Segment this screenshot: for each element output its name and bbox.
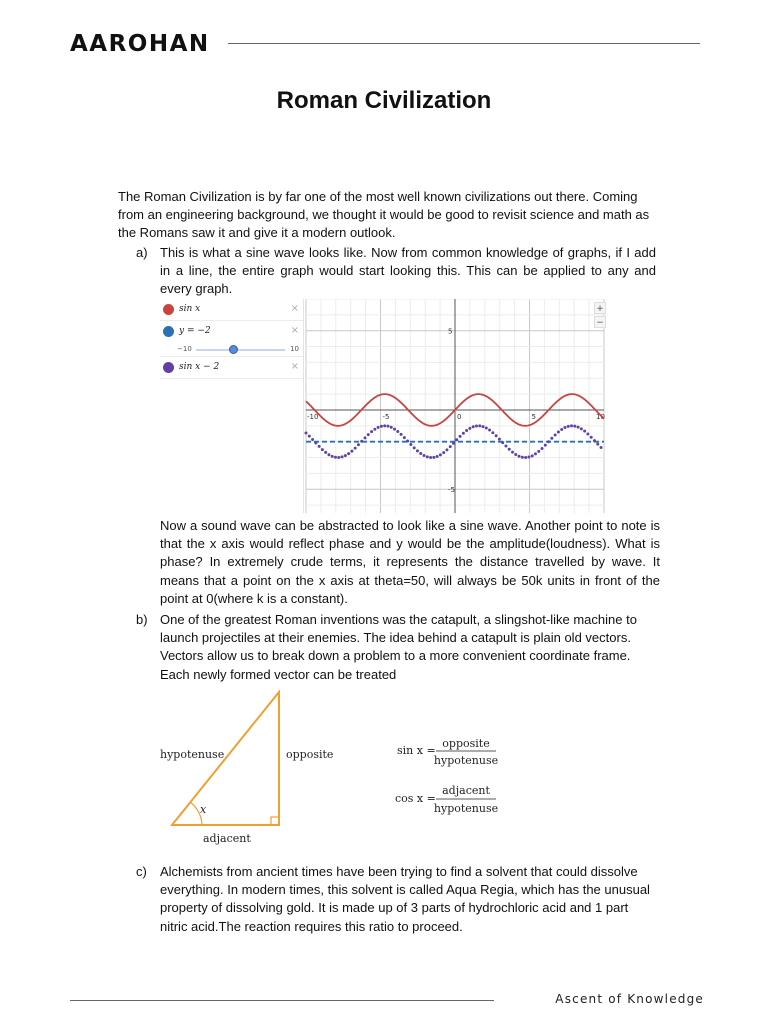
- series-point: [501, 441, 504, 444]
- series-point: [547, 440, 550, 443]
- page-footer: [70, 990, 704, 1010]
- cos-formula-lhs: cos x =: [395, 792, 436, 805]
- series-point: [455, 438, 458, 441]
- aarohan-logo: AAROHAN: [70, 31, 210, 57]
- series-point: [452, 442, 455, 445]
- series-point: [488, 429, 491, 432]
- series-point: [357, 443, 360, 446]
- opposite-label: opposite: [286, 748, 334, 761]
- expression-label: sin x − 2: [179, 362, 220, 372]
- right-triangle-figure: [160, 690, 500, 848]
- x-tick-label: -5: [382, 412, 390, 421]
- series-point: [590, 436, 593, 439]
- sin-denominator: hypotenuse: [433, 754, 499, 767]
- series-point: [308, 435, 311, 438]
- series-point: [485, 426, 488, 429]
- series-point: [472, 425, 475, 428]
- series-point: [377, 426, 380, 429]
- expression-color-icon[interactable]: [163, 326, 174, 337]
- series-point: [341, 455, 344, 458]
- series-point: [327, 453, 330, 456]
- hypotenuse-label: hypotenuse: [160, 748, 225, 761]
- series-point: [393, 428, 396, 431]
- expression-color-icon[interactable]: [163, 362, 174, 373]
- intro-paragraph: The Roman Civilization is by far one of the most well known civilizations out there. Coming from an engineering background, we thought it would be good to revisit science and math as the Romans saw it and give it a modern outlook.: [118, 189, 650, 241]
- series-point: [563, 426, 566, 429]
- x-tick-label: 10: [596, 412, 605, 421]
- series-point: [534, 452, 537, 455]
- series-point: [439, 453, 442, 456]
- series-point: [567, 425, 570, 428]
- list-item-b: [136, 611, 656, 684]
- close-icon[interactable]: ×: [290, 303, 299, 314]
- series-point: [400, 433, 403, 436]
- series-point: [498, 438, 501, 441]
- series-point: [596, 443, 599, 446]
- y-tick-label: -5: [448, 486, 455, 495]
- series-point: [436, 455, 439, 458]
- series-point: [413, 446, 416, 449]
- cos-numerator: adjacent: [442, 784, 490, 797]
- series-point: [429, 456, 432, 459]
- series-point: [560, 428, 563, 431]
- series-point: [554, 433, 557, 436]
- list-item-text: Alchemists from ancient times have been trying to find a solvent that could dissolve everything. In modern times, this solvent is called Aqua Regia, which has the unusual property of dissolving gold. It is made up of 3 parts of hydrochloric acid and 1 part nitric acid.The reaction requires this ratio to proceed.: [160, 864, 650, 934]
- series-point: [419, 452, 422, 455]
- close-icon[interactable]: ×: [290, 325, 299, 336]
- series-point: [600, 446, 603, 449]
- series-point: [347, 452, 350, 455]
- series-point: [508, 448, 511, 451]
- sound-wave-paragraph: Now a sound wave can be abstracted to look like a sine wave. Another point to note is that the x axis would reflect phase and y would be the amplitude(loudness). What is phase? In extremely crude terms, it represents the distance travelled by wave. It means that a point on the x axis at theta=50, will always be 50k units in front of the point at 0(where k is a constant).: [160, 518, 660, 606]
- x-tick-label: -10: [307, 412, 319, 421]
- expression-label: y = −2: [179, 326, 211, 336]
- series-point: [518, 455, 521, 458]
- series-point: [475, 424, 478, 427]
- series-point: [364, 436, 367, 439]
- list-marker: c): [136, 864, 147, 879]
- series-point: [386, 425, 389, 428]
- series-point: [324, 451, 327, 454]
- series-point: [504, 445, 507, 448]
- series-point: [380, 425, 383, 428]
- series-point: [462, 432, 465, 435]
- cos-denominator: hypotenuse: [433, 802, 499, 815]
- expression-row[interactable]: [160, 357, 303, 379]
- page-title: Roman Civilization: [276, 87, 492, 114]
- slider-knob[interactable]: [229, 345, 238, 354]
- series-point: [445, 448, 448, 451]
- series-point: [321, 448, 324, 451]
- series-point: [482, 425, 485, 428]
- series-point: [373, 428, 376, 431]
- series-point: [544, 444, 547, 447]
- series-point: [423, 454, 426, 457]
- series-point: [531, 454, 534, 457]
- series-point: [570, 424, 573, 427]
- expression-label: sin x: [179, 304, 201, 314]
- x-tick-label: 0: [457, 412, 462, 421]
- series-point: [350, 450, 353, 453]
- close-icon[interactable]: ×: [290, 361, 299, 372]
- series-point: [432, 456, 435, 459]
- series-point: [495, 434, 498, 437]
- series-point: [541, 447, 544, 450]
- expression-slider[interactable]: [160, 343, 303, 357]
- series-point: [426, 455, 429, 458]
- series-point: [586, 433, 589, 436]
- adjacent-label: adjacent: [203, 832, 251, 845]
- series-point: [360, 440, 363, 443]
- slider-track[interactable]: [196, 349, 285, 351]
- page-header: [70, 30, 700, 58]
- series-point: [537, 450, 540, 453]
- series-point: [318, 445, 321, 448]
- series-point: [367, 433, 370, 436]
- list-item-text: This is what a sine wave looks like. Now from common knowledge of graphs, if I add in a line, the entire graph would start looking this. This can be applied to any and every graph.: [160, 245, 656, 297]
- sin-formula-lhs: sin x =: [397, 744, 436, 757]
- series-point: [557, 430, 560, 433]
- list-item-a: [136, 244, 656, 299]
- zoom-out-button[interactable]: −: [594, 316, 606, 328]
- series-point: [442, 451, 445, 454]
- series-point: [311, 438, 314, 441]
- series-point: [514, 453, 517, 456]
- slider-min-label: −10: [177, 345, 192, 353]
- list-marker: b): [136, 612, 148, 627]
- x-tick-label: 5: [531, 412, 536, 421]
- footer-rule: [70, 1000, 494, 1001]
- series-point: [580, 427, 583, 430]
- series-point: [583, 430, 586, 433]
- series-point: [370, 430, 373, 433]
- angle-label: x: [200, 803, 207, 816]
- series-point: [550, 437, 553, 440]
- series-point: [459, 435, 462, 438]
- series-point: [521, 456, 524, 459]
- series-point: [449, 445, 452, 448]
- list-marker: a): [136, 245, 148, 260]
- series-point: [403, 436, 406, 439]
- series-point: [573, 425, 576, 428]
- series-point: [344, 454, 347, 457]
- zoom-in-button[interactable]: +: [594, 302, 606, 314]
- expression-list: [160, 299, 304, 513]
- series-point: [465, 429, 468, 432]
- series-point: [390, 426, 393, 429]
- right-angle-marker: [271, 817, 279, 825]
- series-point: [331, 455, 334, 458]
- series-point: [524, 456, 527, 459]
- series-point: [305, 432, 308, 435]
- series-point: [409, 443, 412, 446]
- series-point: [593, 439, 596, 442]
- sine-graph-plot[interactable]: [304, 299, 610, 513]
- series-point: [478, 424, 481, 427]
- expression-row[interactable]: [160, 299, 303, 321]
- series-point: [396, 430, 399, 433]
- sin-numerator: opposite: [442, 737, 490, 750]
- series-point: [577, 426, 580, 429]
- series-point: [354, 447, 357, 450]
- series-point: [416, 449, 419, 452]
- series-point: [337, 456, 340, 459]
- expression-color-icon[interactable]: [163, 304, 174, 315]
- y-tick-label: 5: [448, 327, 453, 336]
- header-rule: [228, 43, 700, 44]
- slider-max-label: 10: [290, 345, 299, 353]
- series-point: [468, 427, 471, 430]
- series-point: [511, 451, 514, 454]
- expression-row[interactable]: [160, 321, 303, 343]
- series-point: [406, 440, 409, 443]
- series-point: [314, 442, 317, 445]
- sine-graph-figure: [160, 299, 610, 513]
- series-point: [334, 456, 337, 459]
- list-item-text: One of the greatest Roman inventions was the catapult, a slingshot-like machine to launch projectiles at their enemies. The idea behind a catapult is plain old vectors. Vectors allow us to break down a problem to a more convenient coordinate frame. Each newly formed vector can be treated: [160, 612, 637, 682]
- list-item-c: [136, 863, 656, 936]
- series-point: [527, 456, 530, 459]
- footer-tagline: Ascent of Knowledge: [555, 992, 704, 1006]
- series-point: [491, 431, 494, 434]
- series-point: [383, 424, 386, 427]
